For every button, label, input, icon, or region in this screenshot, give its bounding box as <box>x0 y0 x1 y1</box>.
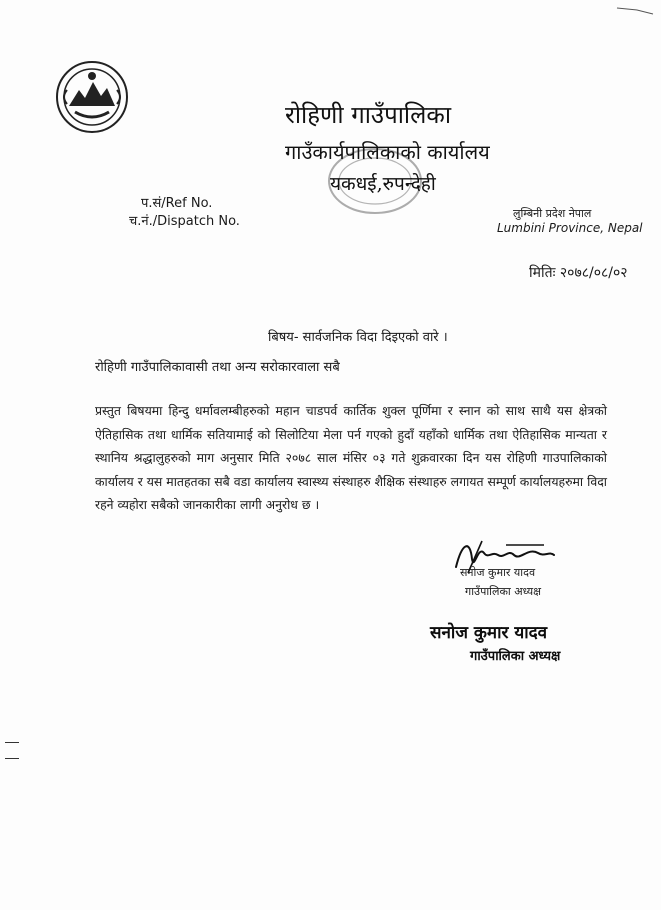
letter-body: प्रस्तुत बिषयमा हिन्दु धर्मावलम्बीहरुको महान चाडपर्व कार्तिक शुक्ल पूर्णिमा र स्नान को साथ साथै यस क्षेत्रको ऐतिहासिक तथा धार्मिक सतियामाई को सिलोटिया मेला पर्न गएको हुदाँ यहाँको धार्मिक तथा ऐतिहासिक मान्यता र स्थानिय श्रद्धालुहरुको माग अनुसार मिति २०७८ साल मंसिर ०३ गते शुक्रवारका दिन यस रोहिणी गाउपालिकाको कार्यालय र यस मातहतका सबै वडा कार्यालय स्वास्थ्य संस्थाहरु शैक्षिक संस्थाहरु लगायत सम्पूर्ण कार्यालयहरुमा विदा रहने व्यहोरा सबैको जानकारीका लागी अनुरोध छ । <box>95 403 607 512</box>
letter-subject: बिषय- सार्वजनिक विदा दिइएको वारे । <box>268 330 448 345</box>
signer-name-stamp: सनोज कुमार यादव <box>430 623 548 643</box>
ref-no-label: प.सं/Ref No. <box>141 196 213 211</box>
office-name: गाउँकार्यपालिकाको कार्यालय <box>285 140 490 164</box>
province-english: Lumbini Province, Nepal <box>497 221 643 235</box>
nepal-government-emblem-icon <box>55 60 129 134</box>
province-nepali: लुम्बिनी प्रदेश नेपाल <box>513 207 592 220</box>
letter-date: मितिः २०७८/०८/०२ <box>529 265 628 281</box>
signer-designation-stamp: गाउँपालिका अध्यक्ष <box>470 649 561 664</box>
dispatch-no-label: च.नं./Dispatch No. <box>129 214 240 229</box>
letter-recipient: रोहिणी गाउँपालिकावासी तथा अन्य सरोकारवाला सबै <box>95 360 340 375</box>
signer-designation: गाउँपालिका अध्यक्ष <box>465 585 542 598</box>
scan-edge-mark <box>5 742 19 743</box>
scan-edge-mark <box>5 758 19 759</box>
signer-name: सनोज कुमार यादव <box>460 566 536 579</box>
office-address: यकधई,रुपन्देही <box>330 173 436 195</box>
org-name: रोहिणी गाउँपालिका <box>285 101 452 129</box>
scan-corner-mark <box>615 4 655 16</box>
